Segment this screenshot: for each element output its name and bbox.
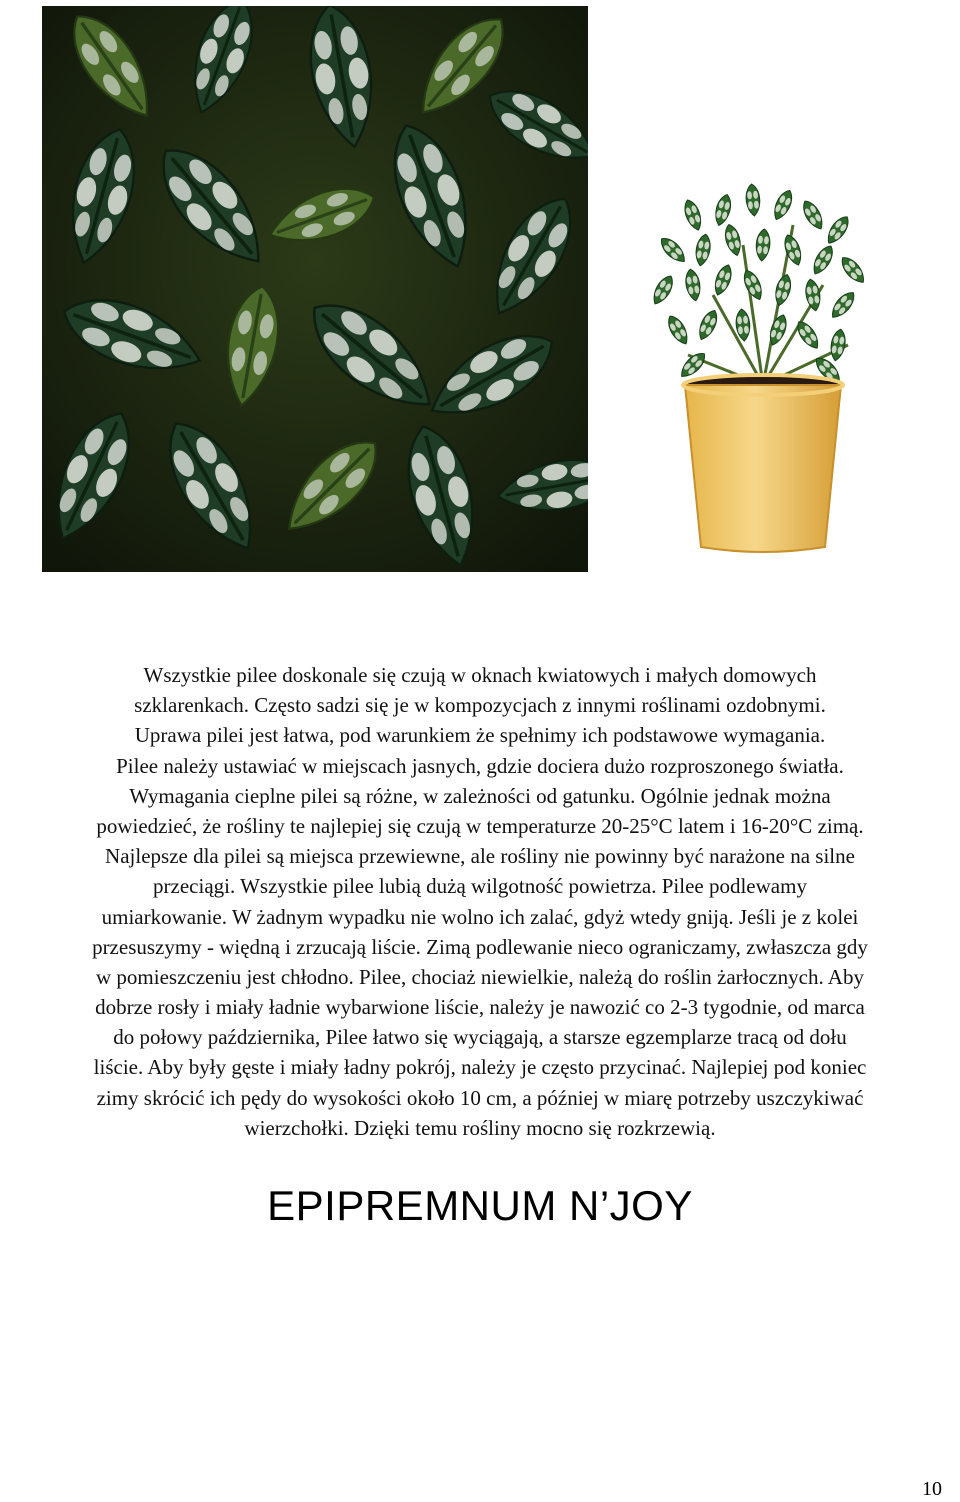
paragraph-line: dobrze rosły i miały ładnie wybarwione liście, należy je nawozić co 2-3 tygodnie, od marca bbox=[95, 995, 865, 1020]
plant-care-paragraph bbox=[0, 660, 960, 1143]
paragraph-line: przesuszymy - więdną i zrzucają liście. Zimą podlewanie nieco ograniczamy, zwłaszcza gdy bbox=[92, 934, 868, 959]
paragraph-line: Najlepsze dla pilei są miejsca przewiewne, ale rośliny nie powinny być narażone na silne bbox=[105, 844, 855, 869]
page-number: 10 bbox=[922, 1478, 942, 1500]
paragraph-line: zimy skrócić ich pędy do wysokości około 10 cm, a później w miarę potrzeby uszczykiwać bbox=[96, 1085, 864, 1110]
paragraph-line: Uprawa pilei jest łatwa, pod warunkiem że spełnimy ich podstawowe wymagania. bbox=[134, 723, 826, 748]
paragraph-line: powiedzieć, że rośliny te najlepiej się czują w temperaturze 20-25°C latem i 16-20°C zimą. bbox=[96, 813, 864, 838]
potted-plant-illustration bbox=[593, 155, 935, 567]
leaves-illustration bbox=[42, 6, 588, 572]
paragraph-line: liście. Aby były gęste i miały ładny pokrój, należy je często przycinać. Najlepiej pod koniec bbox=[93, 1055, 867, 1080]
paragraph-line: do połowy października, Pilee łatwo się wyciągają, a starsze egzemplarze tracą od dołu bbox=[113, 1025, 847, 1050]
paragraph-line: Pilee należy ustawiać w miejscach jasnych, gdzie dociera dużo rozproszonego światła. bbox=[116, 753, 844, 778]
paragraph-line: Wymagania cieplne pilei są różne, w zależności od gatunku. Ogólnie jednak można bbox=[129, 783, 831, 808]
paragraph-line: szklarenkach. Często sadzi się je w kompozycjach z innymi roślinami ozdobnymi. bbox=[134, 693, 826, 718]
pilea-potted-photo bbox=[593, 155, 935, 567]
paragraph-line: w pomieszczeniu jest chłodno. Pilee, chociaż niewielkie, należą do roślin żarłocznych. Aby bbox=[96, 964, 864, 989]
paragraph-line: umiarkowanie. W żadnym wypadku nie wolno ich zalać, gdyż wtedy gniją. Jeśli je z kolei bbox=[101, 904, 859, 929]
paragraph-line: przeciągi. Wszystkie pilee lubią dużą wilgotność powietrza. Pilee podlewamy bbox=[153, 874, 807, 899]
paragraph-line: wierzchołki. Dzięki temu rośliny mocno się rozkrzewią. bbox=[244, 1115, 716, 1140]
pilea-closeup-photo bbox=[42, 6, 588, 572]
paragraph-line: Wszystkie pilee doskonale się czują w oknach kwiatowych i małych domowych bbox=[143, 663, 817, 687]
section-heading: EPIPREMNUM N’JOY bbox=[267, 1182, 693, 1229]
